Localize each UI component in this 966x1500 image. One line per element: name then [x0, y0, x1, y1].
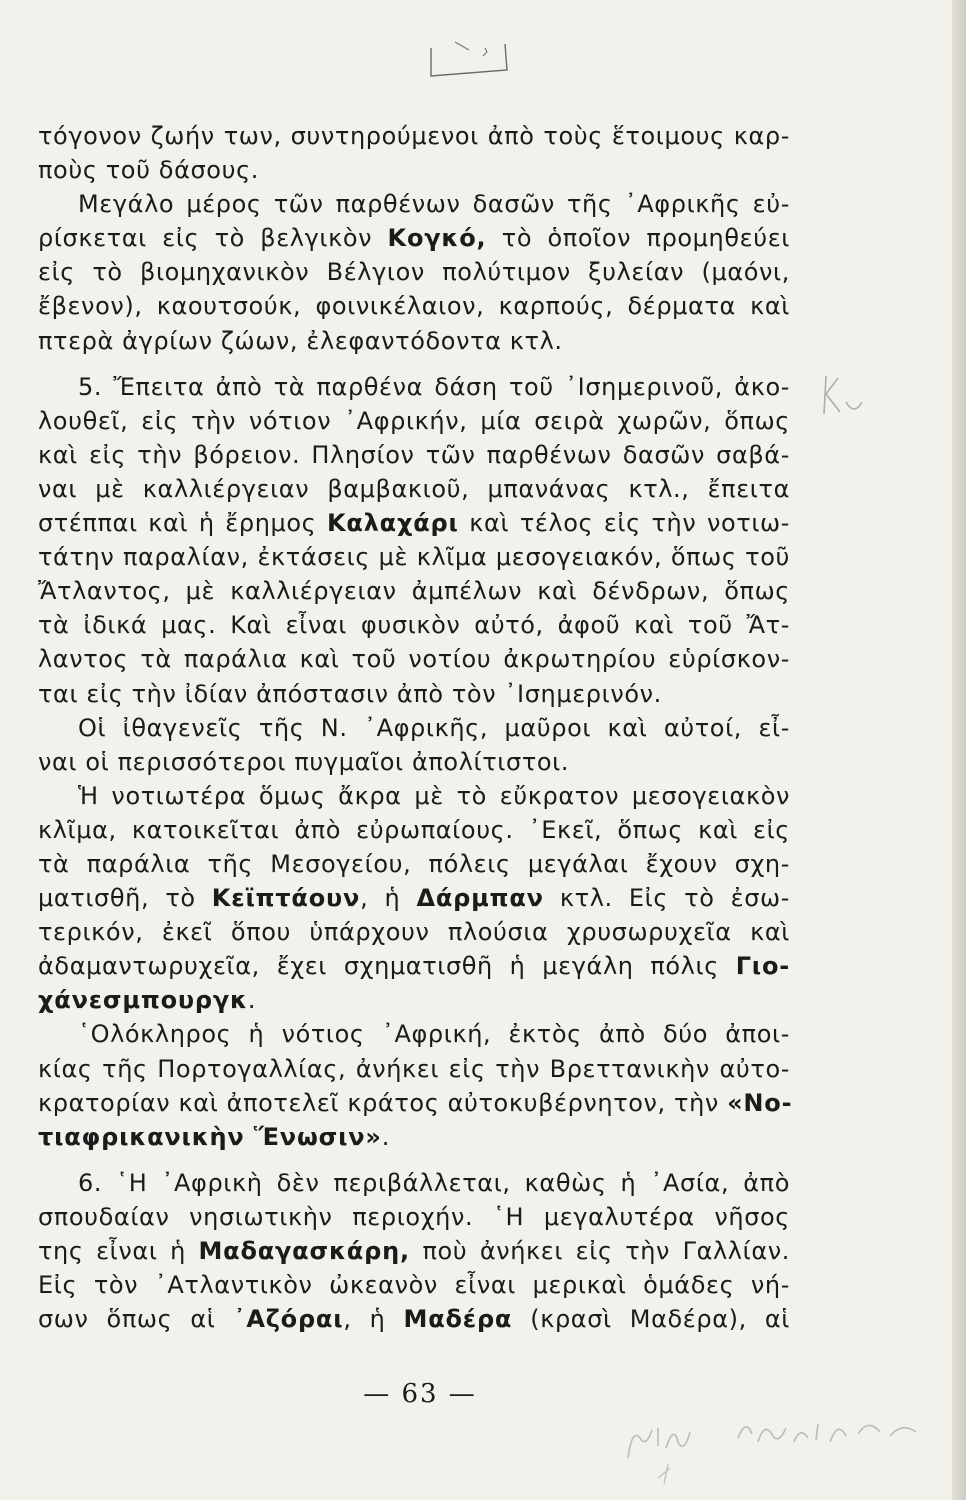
paragraph-section-5	[38, 370, 790, 711]
bold-term: Γιο-	[735, 952, 790, 981]
bold-term: Κεϊπτάουν	[211, 884, 361, 913]
text-line: ἔβενον), καουτσούκ, φοινικέλαιον, καρπούς, δέρματα καὶ	[38, 292, 790, 321]
text-line: ποὺς τοῦ δάσους.	[38, 156, 259, 185]
text-line: Ἡ νοτιωτέρα ὅμως ἄκρα μὲ τὸ εὔκρατον μεσογειακὸν	[78, 781, 790, 810]
text-line: Μεγάλο μέρος τῶν παρθένων δασῶν τῆς ᾿Αφρικῆς εὐ-	[78, 190, 790, 219]
bold-term: Μαδαγασκάρη,	[198, 1237, 410, 1265]
pencil-margin-mark	[816, 372, 868, 418]
text-run: κρατορίαν καὶ ἀποτελεῖ κράτος αὐτοκυβέρνητον, τὴν	[38, 1088, 728, 1117]
text-run: ποὺ ἀνήκει εἰς τὴν Γαλλίαν.	[409, 1237, 790, 1265]
text-run: .	[381, 1122, 390, 1151]
text-line	[38, 983, 790, 1017]
text-line: Οἱ ἰθαγενεῖς τῆς Ν. ᾿Αφρικῆς, μαῦροι καὶ αὐτοί, εἶ-	[78, 713, 790, 742]
text-line: τερικόν, ἐκεῖ ὅπου ὑπάρχουν πλούσια χρυσωρυχεῖα καὶ	[38, 918, 790, 947]
bold-term: Δάρμπαν	[416, 884, 544, 913]
text-line: καὶ εἰς τὴν βόρειον. Πλησίον τῶν παρθένων δασῶν σαβά-	[38, 440, 790, 469]
text-line: κλῖμα, κατοικεῖται ἀπὸ εὐρωπαίους. ᾿Εκεῖ, ὅπως καὶ εἰς	[38, 815, 790, 844]
ink-stamp-mark	[425, 38, 515, 84]
text-line: πτερὰ ἀγρίων ζώων, ἐλεφαντόδοντα κτλ.	[38, 326, 563, 355]
text-line	[38, 1234, 790, 1268]
text-line: Εἰς τὸν ᾿Ατλαντικὸν ὠκεανὸν εἶναι μερικαὶ ὁμάδες νή-	[38, 1271, 790, 1300]
text-line: ῾Ολόκληρος ἡ νότιος ᾿Αφρική, ἐκτὸς ἀπὸ δύο ἀποι-	[78, 1020, 790, 1049]
text-run: (κρασὶ Μαδέρα), αἱ	[512, 1305, 791, 1334]
text-line: 6. ῾Η ᾿Αφρικὴ δὲν περιβάλλεται, καθὼς ἡ ᾿Ασία, ἀπὸ	[78, 1168, 790, 1197]
text-line	[38, 221, 790, 255]
text-line: τάτην παραλίαν, ἐκτάσεις μὲ κλῖμα μεσογειακόν, ὅπως τοῦ	[38, 543, 790, 572]
text-line	[38, 949, 790, 983]
text-line: τόγονον ζωήν των, συντηρούμενοι ἀπὸ τοὺς ἕτοιμους καρ-	[38, 122, 790, 150]
text-run: σων ὅπως αἱ	[38, 1305, 234, 1334]
text-run: ρίσκεται εἰς τὸ βελγικὸν	[38, 224, 388, 253]
paragraph-south-tip	[38, 779, 790, 1018]
text-run: .	[247, 986, 257, 1015]
paragraph-natives	[38, 711, 790, 779]
bold-term: ᾿Αζόραι	[233, 1305, 344, 1334]
pencil-handwritten-note	[618, 1398, 938, 1488]
paragraph-gap	[38, 1154, 790, 1166]
page-edge	[952, 0, 966, 1500]
page-number: — 63 —	[363, 1379, 477, 1409]
text-line: κίας τῆς Πορτογαλλίας, ἀνήκει εἰς τὴν Βρεττανικὴν αὐτο-	[38, 1054, 790, 1083]
paragraph-section-6	[38, 1166, 790, 1336]
text-line: 5. Ἔπειτα ἀπὸ τὰ παρθένα δάση τοῦ ᾿Ισημερινοῦ, ἀκο-	[78, 372, 790, 401]
text-run: στέππαι καὶ ἡ ἔρημος	[38, 509, 327, 538]
paragraph-union	[38, 1017, 793, 1153]
paragraph-continuation	[38, 119, 790, 187]
text-line: ναι μὲ καλλιέργειαν βαμβακιοῦ, μπανάνας κτλ., ἔπειτα	[38, 474, 790, 503]
text-line: τὰ παράλια τῆς Μεσογείου, πόλεις μεγάλαι ἔχουν σχη-	[38, 849, 790, 878]
paragraph-gap	[38, 358, 790, 370]
bold-term: Κογκό,	[387, 224, 487, 253]
text-run: , ἡ	[360, 884, 417, 913]
text-run: τὸ ὁποῖον προμηθεύει	[486, 224, 791, 253]
text-run: , ἡ	[343, 1305, 404, 1334]
bold-term: χάνεσμπουργκ	[38, 986, 248, 1015]
bold-term: Μαδέρα	[403, 1305, 513, 1334]
text-line	[38, 1302, 790, 1336]
text-line: Ἄτλαντος, μὲ καλλιέργειαν ἀμπέλων καὶ δένδρων, ὅπως	[38, 577, 790, 606]
text-line: ναι οἱ περισσότεροι πυγμαῖοι ἀπολίτιστοι.	[38, 747, 570, 776]
bold-term: «Νο-	[727, 1088, 793, 1117]
bold-term: τιαφρικανικὴν Ἕνωσιν»	[38, 1122, 382, 1151]
text-line: σπουδαίαν νησιωτικὴν περιοχήν. ῾Η μεγαλυτέρα νῆσος	[38, 1202, 790, 1231]
text-run: καὶ τέλος εἰς τὴν νοτιω-	[458, 509, 790, 538]
text-line: ται εἰς τὴν ἰδίαν ἀπόστασιν ἀπὸ τὸν ᾿Ισημερινόν.	[38, 679, 662, 708]
text-line: λαντος τὰ παράλια καὶ τοῦ νοτίου ἀκρωτηρίου εὑρίσκον-	[38, 645, 790, 674]
bold-term: Καλαχάρι	[326, 509, 459, 538]
paragraph-congo	[38, 187, 790, 357]
text-run: της εἶναι ἡ	[38, 1237, 199, 1265]
text-line	[38, 1086, 793, 1120]
text-line: τὰ ἰδικά μας. Καὶ εἶναι φυσικὸν αὐτό, ἀφοῦ καὶ τοῦ Ἄτ-	[38, 611, 790, 640]
text-run: ἀδαμαντωρυχεῖα, ἔχει σχηματισθῆ ἡ μεγάλη πόλις	[38, 952, 736, 981]
text-run: ματισθῆ, τὸ	[38, 884, 212, 913]
text-run: κτλ. Εἰς τὸ ἐσω-	[543, 884, 790, 913]
text-line	[38, 881, 790, 915]
text-line	[38, 1120, 790, 1154]
text-line: εἰς τὸ βιομηχανικὸν Βέλγιον πολύτιμον ξυλείαν (μαόνι,	[38, 258, 790, 287]
page-body-text	[38, 119, 793, 1336]
text-line: λουθεῖ, εἰς τὴν νότιον ᾿Αφρικήν, μία σειρὰ χωρῶν, ὅπως	[38, 406, 790, 435]
text-line	[38, 506, 790, 540]
